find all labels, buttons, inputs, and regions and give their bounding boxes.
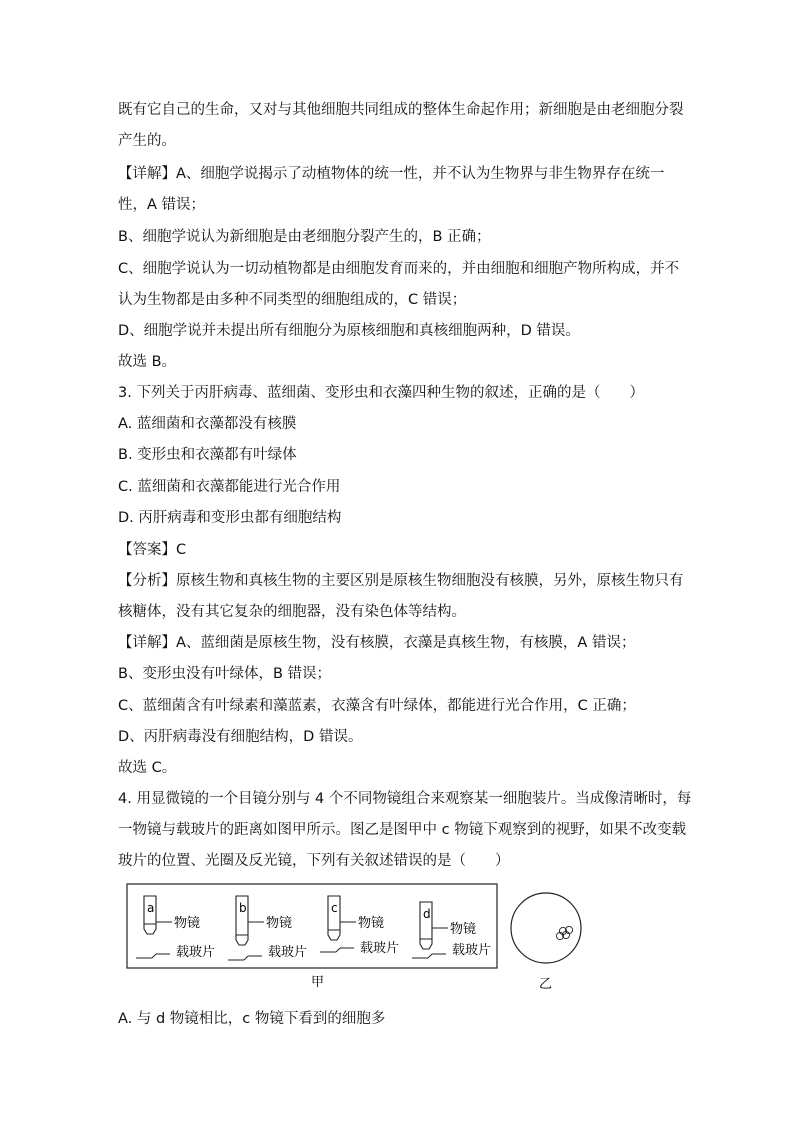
question-4-stem: 4. 用显微镜的一个目镜分别与 4 个不同物镜组合来观察某一细胞装片。当成像清晰时，每 <box>118 791 692 807</box>
figure-svg <box>126 882 606 992</box>
objective-d <box>412 902 491 958</box>
option-d: D. 丙肝病毒和变形虫都有细胞结构 <box>118 510 342 526</box>
objective-b <box>228 896 307 960</box>
lens-letter: d <box>423 907 431 921</box>
lens-label: 物镜 <box>358 916 385 931</box>
slide-label: 载玻片 <box>360 941 400 956</box>
text-line: 【详解】A、细胞学说揭示了动植物体的统一性，并不认为生物界与非生物界存在统一 <box>118 166 665 182</box>
text-line: C、细胞学说认为一切动植物都是由细胞发育而来的，并由细胞和细胞产物所构成，并不 <box>118 261 680 277</box>
text-line: 产生的。 <box>118 133 176 149</box>
text-line: 一物镜与载玻片的距离如图甲所示。图乙是图甲中 c 物镜下观察到的视野，如果不改变载 <box>118 822 687 838</box>
option-b: B. 变形虫和衣藻都有叶绿体 <box>118 447 297 463</box>
text-line: D、细胞学说并未提出所有细胞分为原核细胞和真核细胞两种，D 错误。 <box>118 323 580 339</box>
caption-jia: 甲 <box>311 975 325 990</box>
lens-label: 物镜 <box>174 916 201 931</box>
question-3-stem: 3. 下列关于丙肝病毒、蓝细菌、变形虫和衣藻四种生物的叙述，正确的是（ ） <box>118 385 644 401</box>
lens-letter: c <box>331 901 338 915</box>
field-of-view <box>511 893 581 963</box>
lens-label: 物镜 <box>450 922 477 937</box>
text-line: 核糖体，没有其它复杂的细胞器，没有染色体等结构。 <box>118 604 466 620</box>
detail-line: 【详解】A、蓝细菌是原核生物，没有核膜，衣藻是真核生物，有核膜，A 错误； <box>118 635 636 651</box>
lens-letter: a <box>147 901 155 915</box>
microscope-figure <box>126 882 606 996</box>
text-line: 故选 B。 <box>118 354 177 370</box>
slide-label: 载玻片 <box>176 945 216 960</box>
text-line: 玻片的位置、光圈及反光镜，下列有关叙述错误的是（ ） <box>118 853 510 869</box>
question-4-option-a: A. 与 d 物镜相比，c 物镜下看到的细胞多 <box>118 1011 386 1027</box>
text-line: 故选 C。 <box>118 760 177 776</box>
objective-a <box>136 896 215 960</box>
text-line: C、蓝细菌含有叶绿素和藻蓝素，衣藻含有叶绿体，都能进行光合作用，C 正确； <box>118 698 636 714</box>
text-line: B、细胞学说认为新细胞是由老细胞分裂产生的，B 正确； <box>118 229 491 245</box>
lens-letter: b <box>239 901 247 915</box>
text-line: 认为生物都是由多种不同类型的细胞组成的，C 错误； <box>118 292 467 308</box>
slide-label: 载玻片 <box>268 945 308 960</box>
answer-line: 【答案】C <box>118 542 187 558</box>
slide-label: 载玻片 <box>452 943 492 958</box>
text-line: D、丙肝病毒没有细胞结构，D 错误。 <box>118 729 363 745</box>
lens-label: 物镜 <box>266 916 293 931</box>
option-c: C. 蓝细菌和衣藻都能进行光合作用 <box>118 479 341 495</box>
text-line: 既有它自己的生命，又对与其他细胞共同组成的整体生命起作用；新细胞是由老细胞分裂 <box>118 102 684 118</box>
text-line: 性，A 错误； <box>118 197 206 213</box>
objective-c <box>320 896 399 956</box>
text-line: B、变形虫没有叶绿体，B 错误； <box>118 666 332 682</box>
analysis-line: 【分析】原核生物和真核生物的主要区别是原核生物细胞没有核膜，另外，原核生物只有 <box>118 573 684 589</box>
option-a: A. 蓝细菌和衣藻都没有核膜 <box>118 416 297 432</box>
caption-yi: 乙 <box>539 977 553 992</box>
